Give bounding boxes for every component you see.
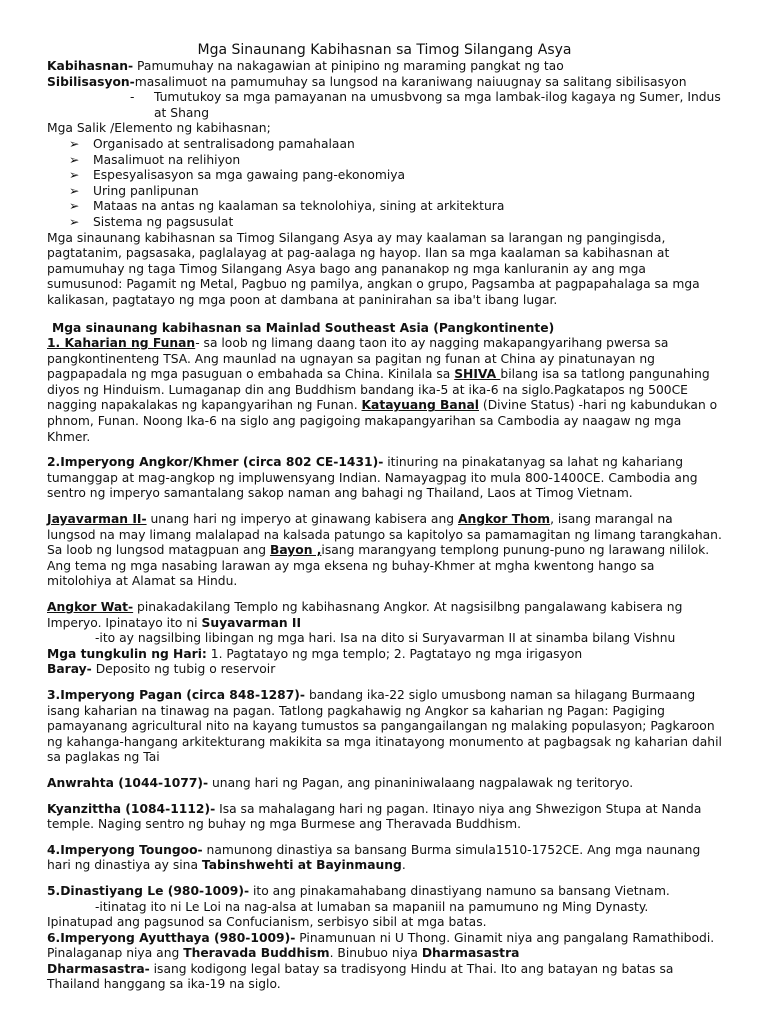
arrow-bullet-icon: ➢ (69, 168, 80, 183)
paragraph-text: bandang ika-22 siglo umusbong naman sa hilagang Burmaang isang kaharian na tinawag na pagan. Tatlong pagkahawig ng Angkor sa kaharian ng Pagan: Pagiging pamayanang agricultural nito na kayang tumustos sa pangangailangan ng malaking populasyon; Pagkaroon ng kahanga-hangang arkitekturang makikita sa mga itinatayong monumento at pagbagsak ng kaharian dahil sa paglakas ng Tai (47, 687, 722, 765)
paragraph-text: isang kodigong legal batay sa tradisyong Hindu at Thai. Ito ang batayan ng batas sa Thailand hanggang sa ika-19 na siglo. (47, 961, 674, 992)
funan-heading: 1. Kaharian ng Funan (47, 336, 196, 351)
angkor-wat-term: Angkor Wat- (47, 600, 134, 614)
mainland-heading: Mga sinaunang kabihasnan sa Mainlad Southeast Asia (Pangkontinente) (52, 320, 555, 335)
ayutthaya-paragraph (47, 931, 722, 962)
katayuang-banal-term: Katayuang Banal (361, 398, 479, 413)
angkor-thom-term: Angkor Thom (457, 512, 551, 527)
paragraph-text: namunong dinastiya sa bansang Burma simula1510-1752CE. Ang mga naunang hari ng dinastiya ay sina (47, 842, 701, 873)
anwrahta-paragraph (47, 776, 722, 792)
paragraph-text: Isa sa mahalagang hari ng pagan. Itinayo niya ang Shwezigon Stupa at Nanda temple. Naging sentro ng buhay ng mga Burmese ang Theravada Buddhism. (47, 801, 702, 832)
term-kabihasnan: Kabihasnan- (47, 59, 134, 73)
list-item (69, 168, 722, 184)
angkor-wat-subline: -ito ay nagsilbing libingan ng mga hari. Isa na dito si Suryavarman II at sinamba bilang Vishnu (95, 631, 676, 646)
kyanzittha-paragraph (47, 802, 722, 833)
baray-line (47, 662, 722, 678)
le-line3: Ipinatupad ang pagsunod sa Confucianism, serbisyo sibil at mga batas. (47, 915, 487, 930)
paragraph-text: Deposito ng tubig o reservoir (91, 662, 276, 677)
dharmasastra-def-term: Dharmasastra- (47, 961, 150, 976)
dash-item-text: Tumutukoy sa mga pamayanan na umusbvong sa mga lambak-ilog kagaya ng Sumer, Indus at Shang (154, 90, 721, 120)
salik-heading: Mga Salik /Elemento ng kabihasnan; (47, 121, 271, 136)
paragraph-text: unang hari ng imperyo at ginawang kabisera ang (146, 512, 458, 527)
list-item-text: Organisado at sentralisadong pamahalaan (93, 136, 355, 151)
definition-text: masalimuot na pamumuhay sa lungsod na karaniwang naiuugnay sa salitang sibilisasyon (134, 74, 687, 89)
paragraph-text: unang hari ng Pagan, ang pinaniniwalaang nagpalawak ng teritoryo. (208, 775, 634, 790)
list-item-text: Mataas na antas ng kaalaman sa teknolohiya, sining at arkitektura (93, 199, 505, 214)
funan-paragraph (47, 336, 722, 445)
paragraph-text: ito ang pinakamahabang dinastiyang namuno sa bansang Vietnam. (249, 883, 670, 898)
toungoo-paragraph (47, 843, 722, 874)
tungkulin-line (47, 647, 722, 663)
page-title: Mga Sinaunang Kabihasnan sa Timog Silangang Asya (197, 42, 572, 58)
shiva-term: SHIVA (454, 367, 501, 382)
tungkulin-term: Mga tungkulin ng Hari: (47, 646, 207, 661)
paragraph-text: , isang marangal na lungsod na may limang malalapad na kalsada patungo sa kapitolyo sa pamamagitan ng limang tarangkahan. Sa loob ng lungsod matagpuan ang (47, 512, 722, 558)
baray-term: Baray- (47, 662, 92, 677)
term-sibilisasyon: Sibilisasyon- (47, 74, 135, 89)
paragraph-text: Pinamunuan ni U Thong. Ginamit niya ang pangalang Ramathibodi. Pinalaganap niya ang (47, 930, 715, 961)
dash-item (47, 90, 722, 121)
theravada-term: Theravada Buddhism (183, 946, 330, 961)
toungoo-heading: 4.Imperyong Toungoo- (47, 842, 203, 857)
pagan-heading: 3.Imperyong Pagan (circa 848-1287)- (47, 687, 306, 702)
ayutthaya-heading: 6.Imperyong Ayutthaya (980-1009)- (47, 930, 296, 945)
le-subline: -itinatag ito ni Le Loi na nag-alsa at lumaban sa mapaniil na pamumuno ng Ming Dynasty. (95, 899, 649, 914)
bayon-term: Bayon , (269, 543, 322, 558)
le-heading: 5.Dinastiyang Le (980-1009)- (47, 883, 250, 898)
paragraph-text: . Binubuo niya (329, 946, 422, 961)
dash-marker: - (130, 90, 135, 105)
list-item (69, 184, 722, 200)
toungoo-kings: Tabinshwehti at Bayinmaung (201, 858, 402, 873)
arrow-bullet-icon: ➢ (69, 183, 80, 198)
intro-paragraph: Mga sinaunang kabihasnan sa Timog Silangang Asya ay may kaalaman sa larangan ng pangingisda, pagtatanim, pagsasaka, paglalayag at pag-aalaga ng hayop. Ilan sa mga kaalaman sa kabihasnan at pamumuhay ng taga Timog Silangang Asya bago ang pananakop ng mga kanluranin ay ang mga sumusunod: Pagamit ng Metal, Pagbuo ng pamilya, angkan o grupo, Pagsamba at pagpapahalaga sa mga kalikasan, pagtatayo ng mga poon at dambana at paninirahan sa iba't ibang lugar. (47, 230, 700, 307)
list-item (69, 215, 722, 231)
le-paragraph (47, 884, 722, 900)
paragraph-text: pinakadakilang Templo ng kabihasnang Angkor. At nagsisilbng pangalawang kabisera ng Imperyo. Ipinatayo ito ni (47, 600, 683, 630)
arrow-bullet-icon: ➢ (69, 152, 80, 167)
definition-kabihasnan (47, 59, 722, 75)
definition-sibilisasyon (47, 75, 722, 91)
angkor-paragraph (47, 455, 722, 502)
definition-text: Pamumuhay na nakagawian at pinipino ng maraming pangkat ng tao (133, 59, 564, 73)
pagan-paragraph (47, 688, 722, 766)
paragraph-text: bilang isa sa tatlong pangunahing diyos ng Hinduism. Lumaganap din ang Buddhism bandang ika-5 at ika-6 na siglo.Pagkatapos ng 500CE nagging napakalakas ng kapangyarihan ng Funan. (47, 367, 710, 413)
arrow-bullet-icon: ➢ (69, 199, 80, 214)
anwrahta-term: Anwrahta (1044-1077)- (47, 775, 209, 790)
paragraph-text: itinuring na pinakatanyag sa lahat ng kahariang tumanggap at mag-angkop ng impluwensyang Indian. Namayagpag ito mula 800-1400CE. Cambodia ang sentro ng imperyo samantalang sakop naman ang bahagi ng Thailand, Laos at Timog Vietnam. (47, 455, 698, 501)
salik-list (47, 137, 722, 231)
jayavarman-paragraph (47, 512, 722, 590)
list-item-text: Uring panlipunan (93, 183, 199, 198)
list-item-text: Espesyalisasyon sa mga gawaing pang-ekonomiya (93, 168, 406, 183)
list-item-text: Sistema ng pagsusulat (93, 214, 234, 229)
list-item (69, 153, 722, 169)
list-item-text: Masalimuot na relihiyon (93, 152, 241, 167)
paragraph-text: (Divine Status) -hari ng kabundukan o phnom, Funan. Noong Ika-6 na siglo ang pagigoing makapangyarihan sa Cambodia ay naagaw ng mga Khmer. (47, 398, 718, 444)
kyanzittha-term: Kyanzittha (1084-1112)- (47, 801, 216, 816)
paragraph-text: 1. Pagtatayo ng mga templo; 2. Pagtatayo ng mga irigasyon (206, 646, 583, 661)
paragraph-text: . (401, 858, 406, 873)
paragraph-text: isang marangyang templong punung-puno ng larawang nililok. Ang tema ng mga nasabing larawan ay mga eksena ng buhay-Khmer at mgha kwentong hango sa mitolohiya at Alamat sa Hindu. (47, 543, 710, 589)
suyavarman-term: Suyavarman II (201, 615, 302, 630)
arrow-bullet-icon: ➢ (69, 214, 80, 229)
angkor-wat-paragraph (47, 600, 722, 631)
paragraph-text: - sa loob ng limang daang taon ito ay nagging makapangyarihang pwersa sa pangkontinenteng TSA. Ang maunlad na ugnayan sa pagitan ng funan at China ay pinatunayan ng pagpapadala ng mga pasuguan o embahada sa China. Kinilala sa (47, 336, 669, 382)
arrow-bullet-icon: ➢ (69, 136, 80, 151)
list-item (69, 199, 722, 215)
jayavarman-term: Jayavarman II- (47, 512, 147, 527)
dharmasastra-paragraph (47, 962, 722, 993)
angkor-heading: 2.Imperyong Angkor/Khmer (circa 802 CE-1431)- (47, 455, 384, 470)
dharmasastra-term: Dharmasastra (421, 946, 520, 961)
list-item (69, 137, 722, 153)
